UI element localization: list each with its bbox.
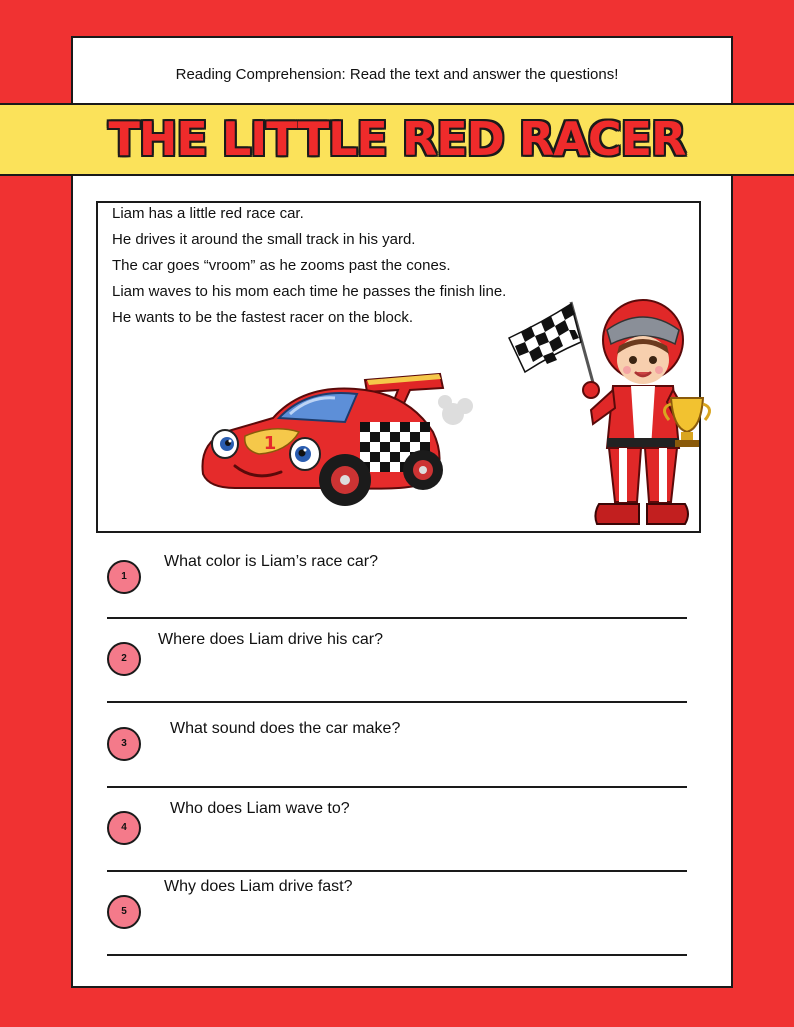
question-text: What color is Liam’s race car? (164, 553, 378, 570)
racer-kid-illustration (503, 298, 718, 530)
question-text: Why does Liam drive fast? (164, 878, 353, 895)
answer-line[interactable] (107, 870, 687, 872)
question-text: Where does Liam drive his car? (158, 631, 383, 648)
story-line: He drives it around the small track in his yard. (112, 231, 416, 248)
answer-line[interactable] (107, 701, 687, 703)
answer-line[interactable] (107, 786, 687, 788)
story-line: Liam has a little red race car. (112, 205, 304, 222)
story-line: The car goes “vroom” as he zooms past the cones. (112, 257, 451, 274)
question-number-badge: 2 (107, 642, 141, 676)
question-row (0, 718, 794, 798)
question-text: Who does Liam wave to? (170, 800, 350, 817)
instructions-text: Reading Comprehension: Read the text and answer the questions! (175, 66, 619, 83)
question-number-badge: 1 (107, 560, 141, 594)
worksheet-title: THE LITTLE RED RACER (108, 112, 686, 166)
question-number-badge: 4 (107, 811, 141, 845)
story-line: Liam waves to his mom each time he passes the finish line. (112, 283, 507, 300)
question-row (0, 630, 794, 710)
race-car-illustration (195, 362, 480, 512)
question-row (0, 798, 794, 878)
answer-line[interactable] (107, 617, 687, 619)
question-text: What sound does the car make? (170, 720, 401, 737)
question-row (0, 877, 794, 957)
question-number-badge: 5 (107, 895, 141, 929)
question-row (0, 550, 794, 630)
car-number: 1 (263, 433, 277, 454)
answer-line[interactable] (107, 954, 687, 956)
question-number-badge: 3 (107, 727, 141, 761)
story-line: He wants to be the fastest racer on the block. (112, 309, 413, 326)
